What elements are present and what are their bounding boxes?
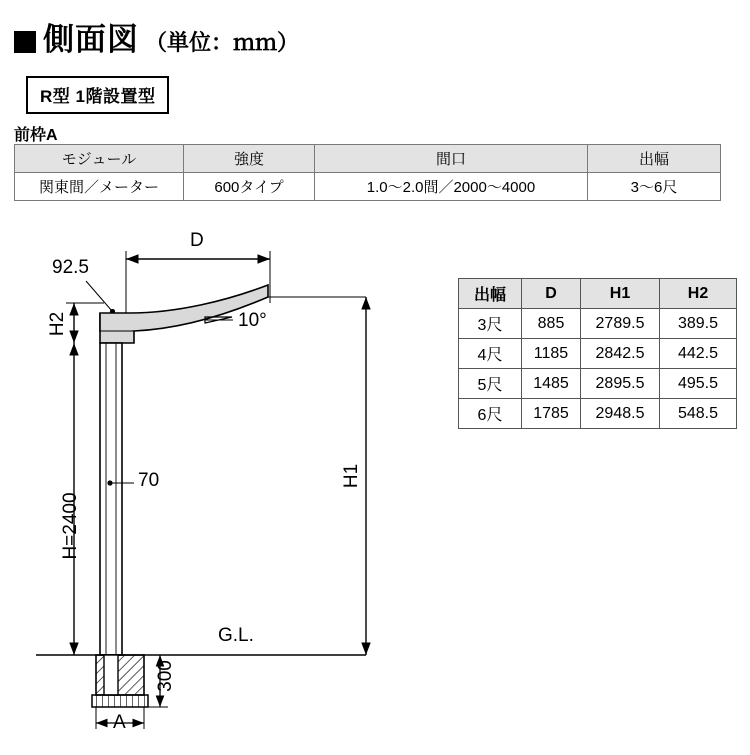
- dim-cell-h1: 2948.5: [581, 399, 660, 429]
- label-angle: 10°: [238, 310, 267, 331]
- frame-label: 前枠A: [14, 127, 58, 144]
- label-top-offset: 92.5: [52, 257, 89, 278]
- spec-cell-module: 関東間／メーター: [15, 173, 184, 201]
- spec-header-width: 間口: [315, 145, 588, 173]
- label-footing-width: A: [113, 712, 126, 733]
- label-post-width: 70: [138, 470, 160, 491]
- side-view-drawing: [0, 225, 450, 750]
- dim-cell-projection: 5尺: [459, 369, 522, 399]
- table-row: [459, 399, 737, 429]
- spec-table-header-row: [15, 145, 721, 173]
- dim-cell-d: 1785: [522, 399, 581, 429]
- spec-cell-strength: 600タイプ: [184, 173, 315, 201]
- unit-note: （単位：ｍｍ）: [145, 30, 300, 55]
- dim-header-h1: H1: [581, 279, 660, 309]
- dim-cell-h2: 548.5: [660, 399, 737, 429]
- filled-square-icon: [14, 31, 36, 53]
- dim-cell-projection: 6尺: [459, 399, 522, 429]
- spec-table: [14, 144, 721, 201]
- dim-cell-h1: 2842.5: [581, 339, 660, 369]
- dim-cell-h1: 2789.5: [581, 309, 660, 339]
- table-row: [459, 339, 737, 369]
- dim-cell-h2: 495.5: [660, 369, 737, 399]
- label-d: D: [190, 230, 204, 251]
- table-row: [459, 369, 737, 399]
- dim-cell-d: 885: [522, 309, 581, 339]
- dim-cell-h2: 442.5: [660, 339, 737, 369]
- label-h1: H1: [341, 463, 363, 489]
- dim-cell-projection: 4尺: [459, 339, 522, 369]
- spec-cell-width: 1.0〜2.0間／2000〜4000: [315, 173, 588, 201]
- type-badge: R型 1階設置型: [26, 76, 169, 114]
- label-ground-level: G.L.: [218, 625, 254, 646]
- dim-cell-h2: 389.5: [660, 309, 737, 339]
- page-title: [14, 14, 299, 59]
- dim-header-d: D: [522, 279, 581, 309]
- label-height: H=2400: [60, 492, 81, 560]
- dim-header-h2: H2: [660, 279, 737, 309]
- dimension-table: [458, 278, 737, 429]
- dim-cell-d: 1485: [522, 369, 581, 399]
- table-row: [15, 173, 721, 201]
- label-h2: H2: [47, 311, 69, 337]
- spec-header-strength: 強度: [184, 145, 315, 173]
- dimension-table-header-row: [459, 279, 737, 309]
- label-footing-depth: 300: [154, 660, 176, 692]
- spec-header-projection: 出幅: [588, 145, 721, 173]
- spec-cell-projection: 3〜6尺: [588, 173, 721, 201]
- dim-cell-projection: 3尺: [459, 309, 522, 339]
- dim-cell-h1: 2895.5: [581, 369, 660, 399]
- spec-header-module: モジュール: [15, 145, 184, 173]
- page-title-text: 側面図: [43, 22, 139, 57]
- dim-header-projection: 出幅: [459, 279, 522, 309]
- dim-cell-d: 1185: [522, 339, 581, 369]
- table-row: [459, 309, 737, 339]
